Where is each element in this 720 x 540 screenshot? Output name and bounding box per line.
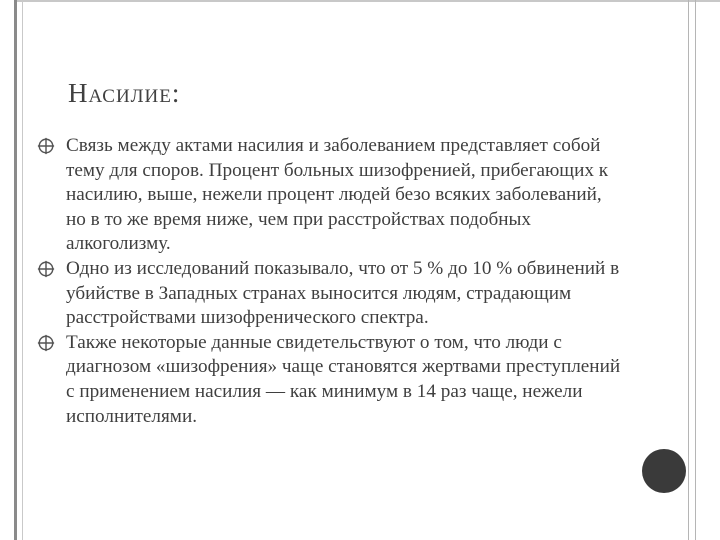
decorative-circle [642,449,686,493]
bullet-text-1: Связь между актами насилия и заболеванием представляет собой тему для споров. Процент больных шизофренией, прибегающих к насилию, выше, нежели процент людей безо всяких заболеваний, но в то же время ниже, чем при расстройствах подобных алкоголизму. [66,135,609,255]
bullet-item-1 [66,134,626,257]
bullet-item-3 [66,331,626,429]
slide-frame-right [688,0,696,540]
circled-cross-icon [37,137,55,155]
circled-cross-icon [37,260,55,278]
bullet-text-3: Также некоторые данные свидетельствуют о том, что люди с диагнозом «шизофрения» чаще становятся жертвами преступлений с применением насилия — как минимум в 14 раз чаще, нежели исполнителями. [66,331,621,427]
bullet-list [66,134,626,429]
slide-title: Насилие: [68,78,181,108]
circled-cross-icon [37,334,55,352]
bullet-item-2 [66,257,626,331]
bullet-text-2: Одно из исследований показывало, что от 5 % до 10 % обвинений в убийстве в Западных странах выносится людям, страдающим расстройствами шизофренического спектра. [66,257,620,329]
slide-frame-left-inner [22,0,23,540]
